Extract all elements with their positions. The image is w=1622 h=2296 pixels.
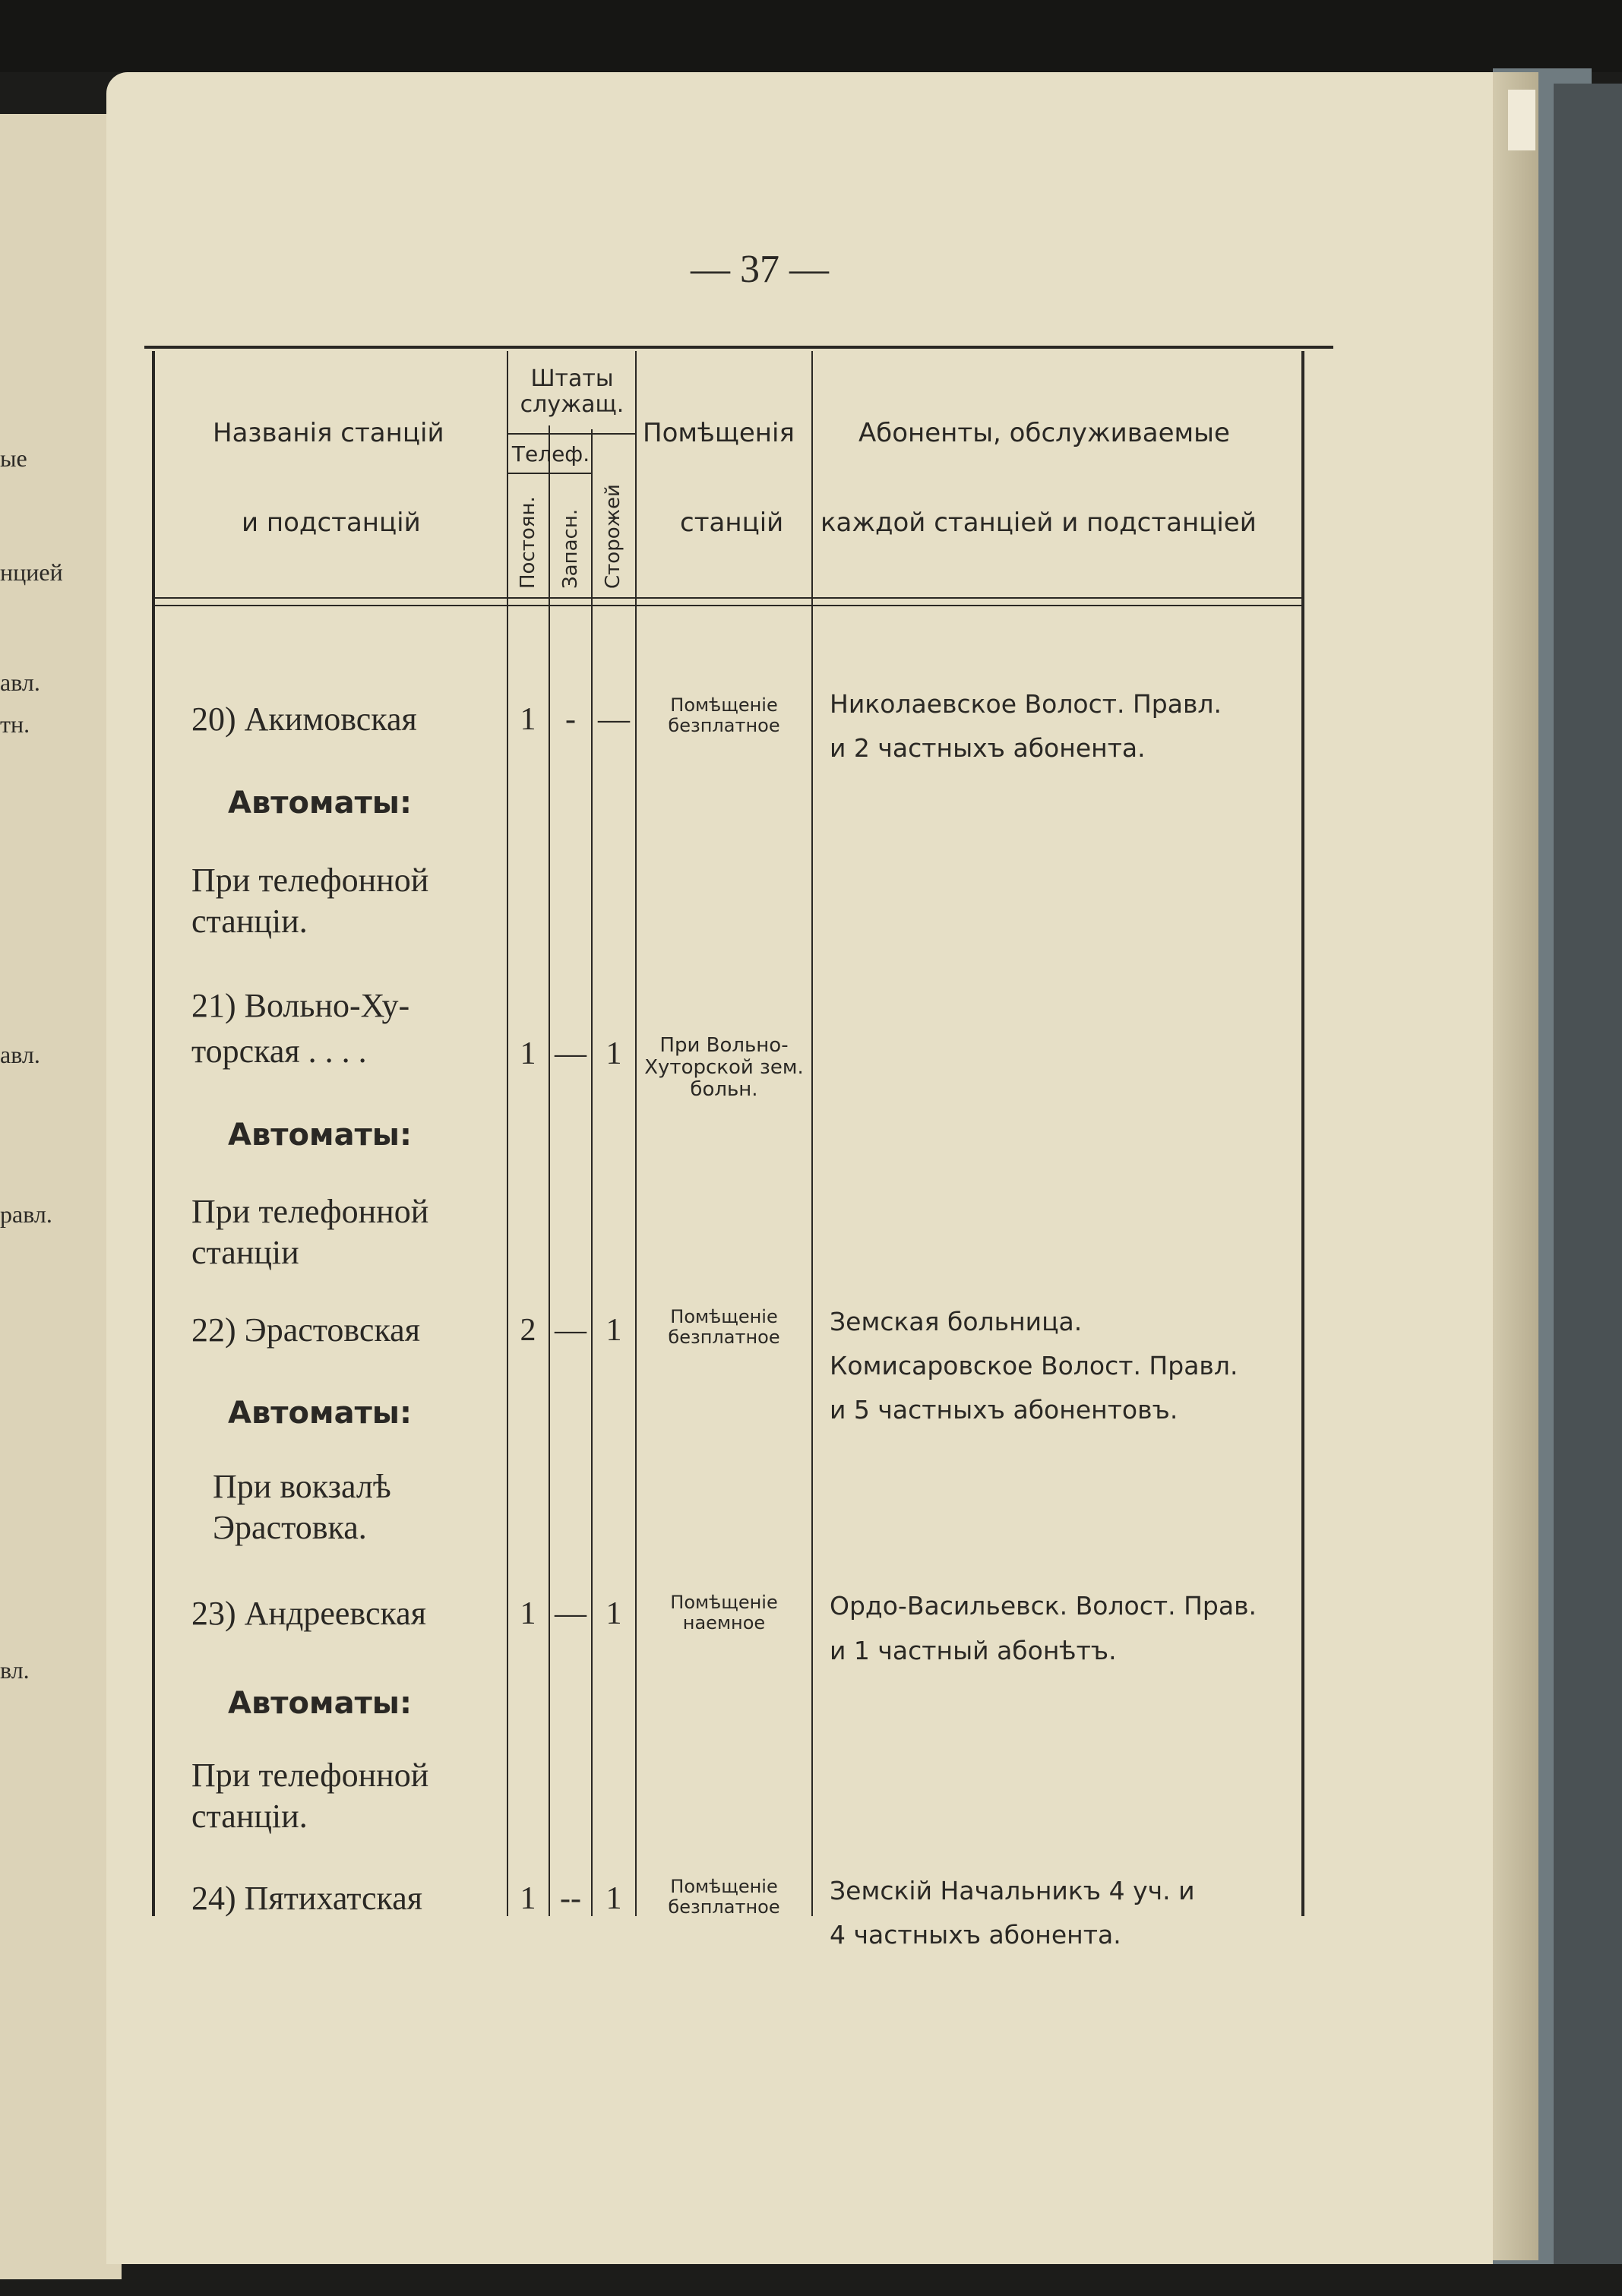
header-permanent: Постоян. <box>517 496 539 589</box>
header-teleph: Телеф. <box>511 441 590 466</box>
subscriber-line: Ордо-Васильевск. Волост. Прав. <box>830 1591 1257 1621</box>
column-divider <box>591 429 593 1916</box>
premises: Помѣщеніе наемное <box>670 1592 778 1633</box>
staff-guards: 1 <box>605 1881 622 1916</box>
left-page-fragment: авл. <box>0 669 40 696</box>
staff-permanent: 1 <box>520 1596 536 1631</box>
header-station-names-2: и подстанцій <box>242 508 421 538</box>
staff-guards: — <box>598 702 630 737</box>
subscriber-line: Николаевское Волост. Правл. <box>830 689 1222 719</box>
left-page-fragment: равл. <box>0 1200 52 1228</box>
scan-top-border <box>0 0 1622 72</box>
column-divider <box>507 351 508 1916</box>
automats-place: При вокзалѣ Эрастовка. <box>213 1468 391 1546</box>
header-station-names: Названія станцій <box>213 418 444 448</box>
page <box>106 72 1493 2264</box>
header-bottom-rule <box>152 605 1303 606</box>
left-page-fragment: нцией <box>0 558 63 586</box>
header-subscribers: Абоненты, обслуживаемые <box>858 418 1230 448</box>
automats-label: Автоматы: <box>228 1686 412 1721</box>
staff-reserve: -- <box>560 1881 581 1916</box>
station-name: 21) Вольно-Ху- <box>191 987 410 1024</box>
staff-permanent: 1 <box>520 702 536 737</box>
subscriber-line: Комисаровское Волост. Правл. <box>830 1351 1238 1380</box>
column-divider <box>549 425 550 1916</box>
staff-permanent: 1 <box>520 1881 536 1916</box>
table-right-border <box>1301 351 1304 1916</box>
staff-guards: 1 <box>605 1313 622 1348</box>
station-name: 23) Андреевская <box>191 1595 426 1632</box>
automats-label: Автоматы: <box>228 1118 412 1153</box>
staff-guards: 1 <box>605 1596 622 1631</box>
staff-reserve: - <box>565 702 576 737</box>
automats-place: При телефонной станціи <box>191 1193 429 1271</box>
staff-guards: 1 <box>605 1036 622 1071</box>
left-page-fragment: тн. <box>0 710 30 738</box>
header-premises-2: станцій <box>680 508 784 538</box>
page-number: — 37 — <box>691 248 829 291</box>
left-page-fragment: ые <box>0 444 27 472</box>
subscriber-line: и 1 частный абонѣтъ. <box>830 1636 1117 1665</box>
staff-reserve: — <box>555 1036 587 1071</box>
automats-place: При телефонной станціи. <box>191 1757 429 1835</box>
left-page-fragment: вл. <box>0 1656 30 1684</box>
header-subscribers-2: каждой станціей и подстанціей <box>820 508 1257 538</box>
station-name: 20) Акимовская <box>191 701 417 738</box>
automats-label: Автоматы: <box>228 786 412 821</box>
header-subrule <box>508 473 592 474</box>
header-reserve: Запасн. <box>559 508 582 589</box>
book-cover-shadow <box>1554 84 1622 2264</box>
page-stack-edge <box>1493 72 1538 2260</box>
staff-reserve: — <box>555 1596 587 1631</box>
table-left-border <box>152 351 155 1916</box>
premises: При Вольно-Хуторской зем. больн. <box>644 1034 804 1102</box>
header-staff: Штаты служащ. <box>520 365 624 418</box>
premises: Помѣщеніе безплатное <box>668 694 780 736</box>
staff-reserve: — <box>555 1313 587 1348</box>
premises: Помѣщеніе безплатное <box>668 1876 780 1918</box>
bookmark-tab <box>1508 90 1535 150</box>
staff-permanent: 2 <box>520 1313 536 1348</box>
staff-permanent: 1 <box>520 1036 536 1071</box>
subscriber-line: Земскій Начальникъ 4 уч. и <box>830 1876 1195 1905</box>
left-page-edge <box>0 114 122 2279</box>
header-subrule <box>508 433 635 435</box>
automats-place: При телефонной станціи. <box>191 862 429 940</box>
subscriber-line: и 5 частныхъ абонентовъ. <box>830 1395 1178 1425</box>
subscriber-line: 4 частныхъ абонента. <box>830 1920 1121 1950</box>
station-name-continued: торская . . . . <box>191 1033 367 1070</box>
header-guards: Сторожей <box>602 484 624 589</box>
station-name: 22) Эрастовская <box>191 1311 420 1349</box>
header-premises: Помѣщенія <box>643 418 795 448</box>
table-top-rule <box>144 346 1333 349</box>
automats-label: Автоматы: <box>228 1396 412 1431</box>
premises: Помѣщеніе безплатное <box>668 1306 780 1348</box>
column-divider <box>635 351 637 1916</box>
subscriber-line: и 2 частныхъ абонента. <box>830 733 1146 763</box>
header-bottom-rule <box>152 597 1303 599</box>
column-divider <box>811 351 813 1916</box>
subscriber-line: Земская больница. <box>830 1307 1083 1336</box>
station-name: 24) Пятихатская <box>191 1880 423 1917</box>
left-page-fragment: авл. <box>0 1041 40 1068</box>
